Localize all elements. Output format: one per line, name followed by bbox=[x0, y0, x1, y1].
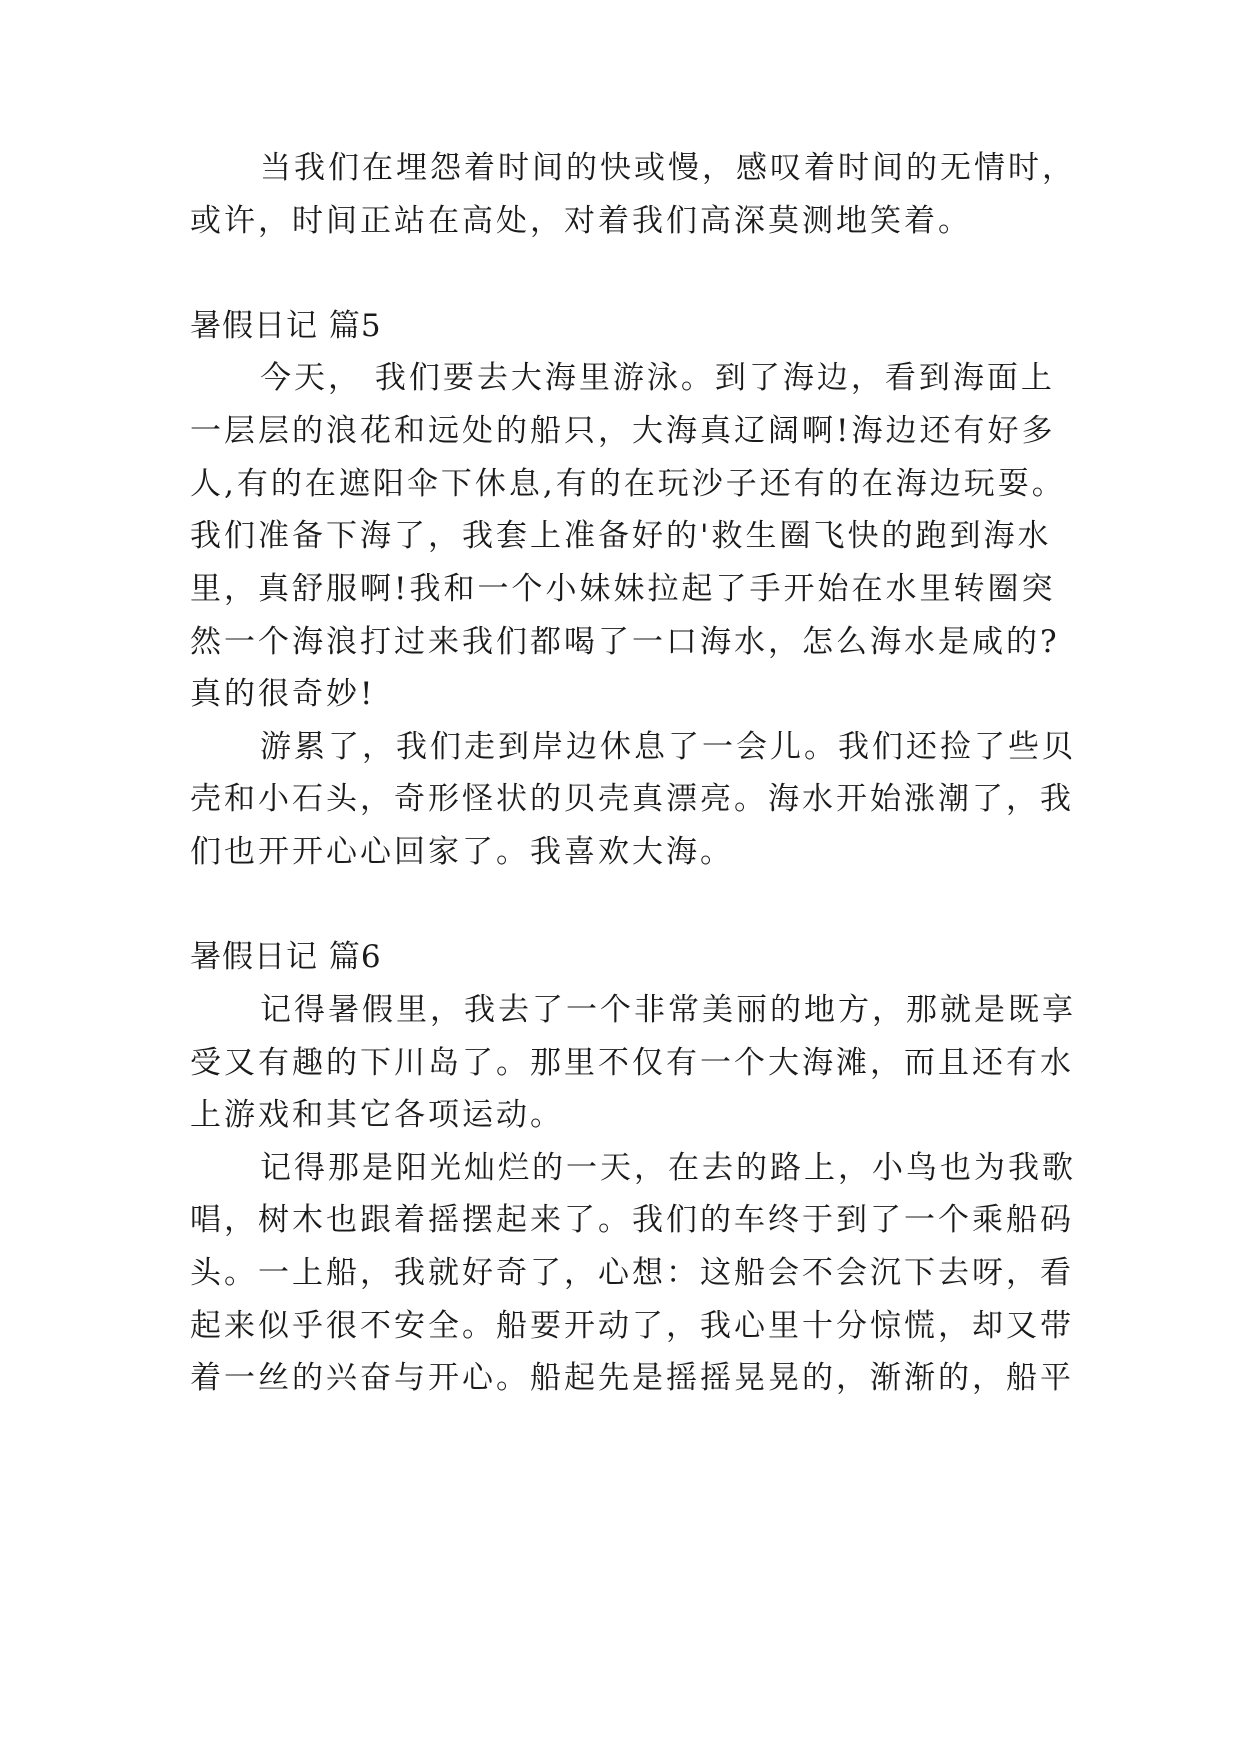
text-line: 然一个海浪打过来我们都喝了一口海水，怎么海水是咸的? bbox=[190, 624, 1060, 660]
text-line: 当我们在埋怨着时间的快或慢，感叹着时间的无情时， bbox=[260, 150, 1076, 186]
text-line: 受又有趣的下川岛了。那里不仅有一个大海滩，而且还有水 bbox=[190, 1045, 1074, 1081]
text-line: 唱，树木也跟着摇摆起来了。我们的车终于到了一个乘船码 bbox=[190, 1202, 1074, 1238]
section-heading: 暑假日记 篇6 bbox=[190, 939, 382, 975]
text-line: 或许，时间正站在高处，对着我们高深莫测地笑着。 bbox=[190, 203, 972, 239]
text-line: 头。一上船，我就好奇了，心想：这船会不会沉下去呀，看 bbox=[190, 1255, 1074, 1291]
text-line: 壳和小石头，奇形怪状的贝壳真漂亮。海水开始涨潮了，我 bbox=[190, 781, 1074, 817]
text-line: 里，真舒服啊!我和一个小妹妹拉起了手开始在水里转圈突 bbox=[190, 571, 1056, 607]
text-line: 着一丝的兴奋与开心。船起先是摇摇晃晃的，渐渐的，船平 bbox=[190, 1360, 1074, 1396]
text-line: 人,有的在遮阳伞下休息,有的在玩沙子还有的在海边玩耍。 bbox=[190, 466, 1066, 502]
text-line: 上游戏和其它各项运动。 bbox=[190, 1097, 564, 1133]
section-heading: 暑假日记 篇5 bbox=[190, 308, 382, 344]
text-line: 记得暑假里，我去了一个非常美丽的地方，那就是既享 bbox=[260, 992, 1076, 1028]
text-line: 记得那是阳光灿烂的一天，在去的路上，小鸟也为我歌 bbox=[260, 1150, 1076, 1186]
text-line: 今天， 我们要去大海里游泳。到了海边，看到海面上 bbox=[260, 360, 1055, 396]
text-line: 起来似乎很不安全。船要开动了，我心里十分惊慌，却又带 bbox=[190, 1308, 1074, 1344]
text-line: 一层层的浪花和远处的船只，大海真辽阔啊!海边还有好多 bbox=[190, 413, 1056, 449]
text-line: 们也开开心心回家了。我喜欢大海。 bbox=[190, 834, 734, 870]
text-line: 我们准备下海了，我套上准备好的'救生圈飞快的跑到海水 bbox=[190, 518, 1052, 554]
text-line: 游累了，我们走到岸边休息了一会儿。我们还捡了些贝 bbox=[260, 729, 1076, 765]
text-line: 真的很奇妙! bbox=[190, 676, 376, 712]
